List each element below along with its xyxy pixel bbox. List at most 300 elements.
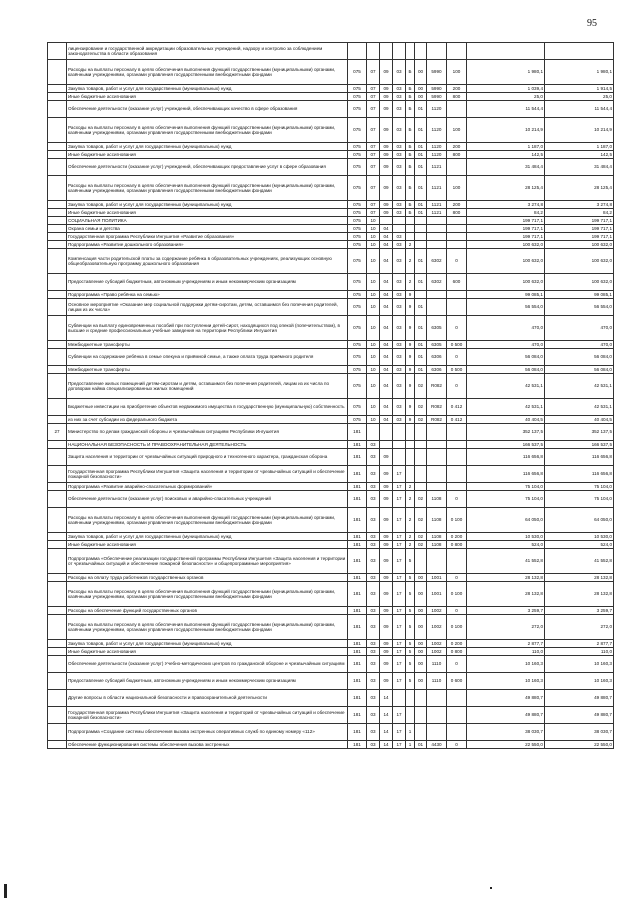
amount-1-cell: 28 125,4 (467, 176, 545, 201)
table-row (48, 424, 614, 441)
description-cell: Закупка товаров, работ и услуг для государственных (муниципальных) нужд (67, 143, 348, 151)
direction-code-cell: 1002 (427, 640, 447, 648)
subprogram-code-cell: 1 (406, 741, 415, 749)
section-code-cell: 07 (367, 151, 380, 159)
event-code-cell (415, 233, 427, 241)
gr-code-cell: 181 (348, 533, 367, 541)
subprogram-code-cell (406, 233, 415, 241)
expense-type-cell (447, 724, 467, 741)
table-row (48, 741, 614, 749)
amount-2-cell: 56 084,0 (545, 366, 614, 374)
section-code-cell: 03 (367, 491, 380, 508)
amount-1-cell: 75 104,0 (467, 491, 545, 508)
section-code-cell: 07 (367, 60, 380, 85)
row-number-cell (48, 151, 67, 159)
expense-type-cell: 600 (447, 274, 467, 291)
subsection-code-cell: 09 (380, 656, 393, 673)
subsection-code-cell: 09 (380, 176, 393, 201)
direction-code-cell (427, 217, 447, 225)
direction-code-cell: 1120 (427, 118, 447, 143)
subprogram-code-cell: Б (406, 201, 415, 209)
amount-2-cell: 524,0 (545, 541, 614, 549)
page-number: 95 (587, 18, 597, 29)
description-cell: Расходы на оплату труда работников государственных органов (67, 574, 348, 582)
amount-1-cell: 56 084,0 (467, 349, 545, 366)
program-code-cell: 17 (393, 741, 406, 749)
subsection-code-cell: 04 (380, 274, 393, 291)
direction-code-cell: 6305 (427, 316, 447, 341)
row-number-cell (48, 673, 67, 690)
table-row (48, 707, 614, 724)
expense-type-cell: 0 (447, 316, 467, 341)
direction-code-cell (427, 291, 447, 299)
description-cell: Защита населения и территории от чрезвычайных ситуаций природного и техногенного характера, гражданская оборона (67, 449, 348, 466)
expense-type-cell: 0 100 (447, 582, 467, 607)
amount-1-cell: 31 484,4 (467, 159, 545, 176)
event-code-cell: 00 (415, 93, 427, 101)
amount-1-cell: 1 187,0 (467, 143, 545, 151)
section-code-cell: 10 (367, 241, 380, 249)
subsection-code-cell: 09 (380, 508, 393, 533)
event-code-cell: 01 (415, 316, 427, 341)
program-code-cell: 03 (393, 341, 406, 349)
subprogram-code-cell: Б (406, 209, 415, 217)
direction-code-cell: 1120 (427, 143, 447, 151)
gr-code-cell: 181 (348, 491, 367, 508)
subprogram-code-cell: 2 (406, 483, 415, 491)
subsection-code-cell: 09 (380, 483, 393, 491)
program-code-cell: 17 (393, 582, 406, 607)
subprogram-code-cell: 9 (406, 416, 415, 424)
expense-type-cell (447, 449, 467, 466)
subsection-code-cell: 09 (380, 151, 393, 159)
amount-2-cell: 64 050,0 (545, 508, 614, 533)
subprogram-code-cell: 9 (406, 349, 415, 366)
section-code-cell: 07 (367, 201, 380, 209)
direction-code-cell (427, 449, 447, 466)
row-number-cell (48, 143, 67, 151)
amount-1-cell: 64 050,0 (467, 508, 545, 533)
direction-code-cell: 6302 (427, 249, 447, 274)
row-number-cell (48, 209, 67, 217)
gr-code-cell: 181 (348, 648, 367, 656)
event-code-cell (415, 441, 427, 449)
expense-type-cell: 0 500 (447, 341, 467, 349)
row-number-cell (48, 656, 67, 673)
direction-code-cell: 1001 (427, 574, 447, 582)
table-row (48, 241, 614, 249)
description-cell: лицензирование и государственной аккредитации образовательных учреждений, надзору и контролю за соблюдением законодательства в области образования (67, 43, 348, 60)
table-row (48, 508, 614, 533)
expense-type-cell (447, 225, 467, 233)
subprogram-code-cell: 9 (406, 366, 415, 374)
subsection-code-cell: 09 (380, 60, 393, 85)
amount-2-cell: 352 137,5 (545, 424, 614, 441)
section-code-cell: 03 (367, 483, 380, 491)
section-code-cell: 03 (367, 607, 380, 615)
section-code-cell: 10 (367, 299, 380, 316)
program-code-cell: 17 (393, 483, 406, 491)
amount-1-cell: 470,0 (467, 341, 545, 349)
amount-2-cell: 75 104,0 (545, 491, 614, 508)
table-row (48, 648, 614, 656)
subprogram-code-cell: 5 (406, 582, 415, 607)
event-code-cell: 00 (415, 85, 427, 93)
program-code-cell: 03 (393, 143, 406, 151)
gr-code-cell: 181 (348, 690, 367, 707)
amount-1-cell: 10 530,0 (467, 533, 545, 541)
table-row (48, 349, 614, 366)
amount-1-cell: 99 085,1 (467, 291, 545, 299)
direction-code-cell (427, 441, 447, 449)
event-code-cell: 01 (415, 341, 427, 349)
subsection-code-cell: 04 (380, 341, 393, 349)
subsection-code-cell (380, 217, 393, 225)
description-cell: Расходы на выплаты персоналу в целях обеспечения выполнения функций государственными (муниципальными) органами, казёнными учреждениями, органами управления государственными внебюджетными фондами (67, 582, 348, 607)
amount-1-cell: 166 537,5 (467, 441, 545, 449)
gr-code-cell: 181 (348, 541, 367, 549)
event-code-cell (415, 449, 427, 466)
description-cell: Государственная программа Республики Ингушетия «Защита населения и территорий от чрезвычайных ситуаций и обеспечение пожарной безопасности» (67, 707, 348, 724)
row-number-cell (48, 316, 67, 341)
program-code-cell: 03 (393, 159, 406, 176)
description-cell: Предоставление субсидий бюджетным, автономным учреждениям и иным некоммерческим организациям (67, 673, 348, 690)
direction-code-cell: 1002 (427, 615, 447, 640)
direction-code-cell: 1108 (427, 491, 447, 508)
row-number-cell (48, 249, 67, 274)
amount-2-cell: 1 187,0 (545, 143, 614, 151)
subprogram-code-cell: 5 (406, 615, 415, 640)
amount-1-cell: 116 656,8 (467, 466, 545, 483)
subsection-code-cell: 09 (380, 466, 393, 483)
gr-code-cell: 181 (348, 449, 367, 466)
section-code-cell: 10 (367, 399, 380, 416)
table-body (48, 43, 614, 749)
subsection-code-cell: 04 (380, 225, 393, 233)
description-cell: Расходы на выплаты персоналу в целях обеспечения выполнения функций государственными (муниципальными) органами, казёнными учреждениями, органами управления государственными внебюджетными фондами (67, 508, 348, 533)
gr-code-cell: 075 (348, 143, 367, 151)
subprogram-code-cell (406, 707, 415, 724)
program-code-cell: 03 (393, 176, 406, 201)
section-code-cell: 03 (367, 673, 380, 690)
program-code-cell: 17 (393, 466, 406, 483)
subsection-code-cell: 09 (380, 574, 393, 582)
event-code-cell (415, 424, 427, 441)
subprogram-code-cell: Б (406, 151, 415, 159)
program-code-cell: 03 (393, 233, 406, 241)
subsection-code-cell: 04 (380, 241, 393, 249)
subsection-code-cell: 09 (380, 541, 393, 549)
amount-2-cell: 75 104,0 (545, 483, 614, 491)
gr-code-cell: 075 (348, 176, 367, 201)
row-number-cell (48, 416, 67, 424)
amount-2-cell: 142,5 (545, 151, 614, 159)
gr-code-cell: 075 (348, 416, 367, 424)
direction-code-cell: 6306 (427, 349, 447, 366)
amount-2-cell: 116 656,8 (545, 449, 614, 466)
subsection-code-cell: 09 (380, 201, 393, 209)
row-number-cell (48, 640, 67, 648)
amount-1-cell: 49 880,7 (467, 690, 545, 707)
event-code-cell: 02 (415, 416, 427, 424)
amount-2-cell: 2 877,7 (545, 640, 614, 648)
expense-type-cell: 0 (447, 574, 467, 582)
amount-1-cell: 22 550,0 (467, 741, 545, 749)
event-code-cell: 01 (415, 118, 427, 143)
gr-code-cell: 075 (348, 399, 367, 416)
table-row (48, 101, 614, 118)
section-code-cell: 10 (367, 225, 380, 233)
expense-type-cell (447, 466, 467, 483)
direction-code-cell: 1120 (427, 101, 447, 118)
amount-2-cell: 41 552,8 (545, 549, 614, 574)
program-code-cell: 17 (393, 508, 406, 533)
subsection-code-cell: 09 (380, 143, 393, 151)
description-cell: Предоставление жилых помещений детям-сиротам и детям, оставшимся без попечения родителей, лицам из их числа по договорам найма специализированных жилых помещений (67, 374, 348, 399)
description-cell: Субвенции на выплату единовременных пособий при поступлении детей-сирот, находящихся под опекой (попечительством), в высшие и средние профессиональные учебные заведения на территории Республики Ингушетия (67, 316, 348, 341)
row-number-cell: 27 (48, 424, 67, 441)
program-code-cell: 03 (393, 316, 406, 341)
gr-code-cell: 181 (348, 466, 367, 483)
subsection-code-cell: 04 (380, 399, 393, 416)
amount-1-cell: 75 104,0 (467, 483, 545, 491)
table-row (48, 249, 614, 274)
amount-2-cell: 1 914,5 (545, 85, 614, 93)
amount-2-cell: 42 531,1 (545, 374, 614, 399)
description-cell: Предоставление субсидий бюджетным, автономным учреждениям и иным некоммерческим организациям (67, 274, 348, 291)
direction-code-cell: R082 (427, 374, 447, 399)
program-code-cell: 03 (393, 349, 406, 366)
row-number-cell (48, 366, 67, 374)
amount-1-cell: 41 552,8 (467, 549, 545, 574)
direction-code-cell: 1121 (427, 159, 447, 176)
subsection-code-cell: 09 (380, 449, 393, 466)
amount-1-cell: 1 980,1 (467, 60, 545, 85)
subsection-code-cell: 14 (380, 690, 393, 707)
section-code-cell: 03 (367, 549, 380, 574)
program-code-cell: 03 (393, 101, 406, 118)
row-number-cell (48, 101, 67, 118)
subprogram-code-cell: 2 (406, 491, 415, 508)
table-row (48, 491, 614, 508)
row-number-cell (48, 724, 67, 741)
amount-2-cell: 100 632,0 (545, 274, 614, 291)
row-number-cell (48, 233, 67, 241)
row-number-cell (48, 118, 67, 143)
amount-1-cell: 42 531,1 (467, 399, 545, 416)
amount-1-cell: 25,0 (467, 93, 545, 101)
direction-code-cell (427, 549, 447, 574)
description-cell: Обеспечение деятельности (оказание услуг) учреждений, обеспечивающих предоставление услуг в сфере образования (67, 159, 348, 176)
expense-type-cell: 100 (447, 118, 467, 143)
expense-type-cell: 0 500 (447, 366, 467, 374)
expense-type-cell (447, 159, 467, 176)
event-code-cell (415, 225, 427, 233)
expense-type-cell (447, 217, 467, 225)
table-row (48, 656, 614, 673)
direction-code-cell: R082 (427, 416, 447, 424)
subsection-code-cell: 09 (380, 85, 393, 93)
row-number-cell (48, 741, 67, 749)
program-code-cell: 17 (393, 724, 406, 741)
description-cell: Межбюджетные трансферты (67, 366, 348, 374)
direction-code-cell: 1108 (427, 508, 447, 533)
program-code-cell: 03 (393, 366, 406, 374)
description-cell: Закупка товаров, работ и услуг для государственных (муниципальных) нужд (67, 640, 348, 648)
section-code-cell: 10 (367, 416, 380, 424)
row-number-cell (48, 241, 67, 249)
amount-1-cell: 84,2 (467, 209, 545, 217)
subsection-code-cell: 09 (380, 648, 393, 656)
subprogram-code-cell: 2 (406, 274, 415, 291)
expense-type-cell (447, 291, 467, 299)
program-code-cell: 17 (393, 640, 406, 648)
expense-type-cell: 100 (447, 60, 467, 85)
program-code-cell: 17 (393, 491, 406, 508)
section-code-cell: 10 (367, 291, 380, 299)
program-code-cell: 03 (393, 249, 406, 274)
subprogram-code-cell: 2 (406, 241, 415, 249)
amount-1-cell: 3 259,7 (467, 607, 545, 615)
section-code-cell: 03 (367, 724, 380, 741)
gr-code-cell: 075 (348, 159, 367, 176)
description-cell: СОЦИАЛЬНАЯ ПОЛИТИКА (67, 217, 348, 225)
expense-type-cell: 0 (447, 374, 467, 399)
expense-type-cell: 0 600 (447, 673, 467, 690)
amount-2-cell: 199 717,1 (545, 233, 614, 241)
amount-2-cell: 1 980,1 (545, 60, 614, 85)
section-code-cell: 03 (367, 541, 380, 549)
subsection-code-cell: 14 (380, 707, 393, 724)
subsection-code-cell: 04 (380, 316, 393, 341)
table-row (48, 640, 614, 648)
row-number-cell (48, 491, 67, 508)
event-code-cell: 01 (415, 101, 427, 118)
expense-type-cell (447, 441, 467, 449)
row-number-cell (48, 349, 67, 366)
description-cell: Иные бюджетные ассигнования (67, 93, 348, 101)
amount-1-cell: 10 160,3 (467, 673, 545, 690)
expense-type-cell: 0 (447, 607, 467, 615)
subprogram-code-cell (406, 424, 415, 441)
program-code-cell: 17 (393, 648, 406, 656)
subprogram-code-cell: 5 (406, 673, 415, 690)
subprogram-code-cell: 9 (406, 299, 415, 316)
gr-code-cell: 075 (348, 93, 367, 101)
table-row (48, 217, 614, 225)
row-number-cell (48, 582, 67, 607)
subprogram-code-cell: Б (406, 176, 415, 201)
expense-type-cell: 0 200 (447, 533, 467, 541)
program-code-cell: 03 (393, 85, 406, 93)
section-code-cell: 10 (367, 249, 380, 274)
amount-2-cell: 272,0 (545, 615, 614, 640)
description-cell: Другие вопросы в области национальной безопасности и правоохранительной деятельности (67, 690, 348, 707)
row-number-cell (48, 533, 67, 541)
subprogram-code-cell: 2 (406, 508, 415, 533)
gr-code-cell: 181 (348, 441, 367, 449)
description-cell: Обеспечение деятельности (оказание услуг) поисковых и аварийно-спасательных учреждений (67, 491, 348, 508)
amount-2-cell: 10 160,3 (545, 656, 614, 673)
amount-2-cell: 49 880,7 (545, 690, 614, 707)
program-code-cell: 03 (393, 201, 406, 209)
row-number-cell (48, 449, 67, 466)
expense-type-cell: 0 200 (447, 640, 467, 648)
section-code-cell: 10 (367, 341, 380, 349)
direction-code-cell (427, 707, 447, 724)
gr-code-cell: 075 (348, 217, 367, 225)
subprogram-code-cell: 9 (406, 291, 415, 299)
subsection-code-cell: 04 (380, 291, 393, 299)
description-cell: Подпрограмма «Создание системы обеспечения вызова экстренных оперативных служб по единому номеру «112» (67, 724, 348, 741)
subprogram-code-cell: 1 (406, 724, 415, 741)
program-code-cell: 17 (393, 707, 406, 724)
gr-code-cell: 181 (348, 656, 367, 673)
row-number-cell (48, 441, 67, 449)
table-row (48, 291, 614, 299)
subprogram-code-cell (406, 441, 415, 449)
direction-code-cell: 1121 (427, 209, 447, 217)
event-code-cell: 00 (415, 607, 427, 615)
event-code-cell (415, 217, 427, 225)
gr-code-cell: 181 (348, 574, 367, 582)
description-cell: Расходы на обеспечение функций государственных органов (67, 607, 348, 615)
description-cell: Подпрограмма «Развитие аварийно-спасательных формирований» (67, 483, 348, 491)
amount-1-cell: 11 544,4 (467, 101, 545, 118)
amount-2-cell: 22 550,0 (545, 741, 614, 749)
amount-2-cell: 38 030,7 (545, 724, 614, 741)
section-code-cell: 03 (367, 582, 380, 607)
direction-code-cell: 1108 (427, 533, 447, 541)
amount-1-cell: 2 877,7 (467, 640, 545, 648)
event-code-cell: 01 (415, 349, 427, 366)
program-code-cell (393, 441, 406, 449)
program-code-cell: 03 (393, 291, 406, 299)
program-code-cell (393, 690, 406, 707)
description-cell: Закупка товаров, работ и услуг для государственных (муниципальных) нужд (67, 533, 348, 541)
amount-2-cell: 99 085,1 (545, 291, 614, 299)
row-number-cell (48, 541, 67, 549)
amount-1-cell: 56 554,0 (467, 299, 545, 316)
gr-code-cell: 181 (348, 615, 367, 640)
table-row (48, 176, 614, 201)
direction-code-cell: 4430 (427, 741, 447, 749)
subprogram-code-cell (406, 225, 415, 233)
section-code-cell: 07 (367, 159, 380, 176)
subprogram-code-cell: 9 (406, 341, 415, 349)
amount-1-cell: 272,0 (467, 615, 545, 640)
event-code-cell: 01 (415, 159, 427, 176)
expense-type-cell: 800 (447, 209, 467, 217)
subsection-code-cell: 09 (380, 101, 393, 118)
expense-type-cell (447, 549, 467, 574)
subprogram-code-cell: 9 (406, 374, 415, 399)
amount-1-cell: 42 531,1 (467, 374, 545, 399)
subsection-code-cell: 09 (380, 93, 393, 101)
gr-code-cell: 075 (348, 299, 367, 316)
subprogram-code-cell: Б (406, 143, 415, 151)
amount-1-cell: 524,0 (467, 541, 545, 549)
table-row (48, 151, 614, 159)
description-cell: Обеспечение деятельности (оказание услуг) Учебно-методических центров по гражданской обороне и чрезвычайным ситуациям (67, 656, 348, 673)
row-number-cell (48, 299, 67, 316)
program-code-cell: 03 (393, 118, 406, 143)
subprogram-code-cell: Б (406, 93, 415, 101)
direction-code-cell: 1002 (427, 607, 447, 615)
amount-2-cell: 25,0 (545, 93, 614, 101)
direction-code-cell (427, 241, 447, 249)
section-code-cell: 10 (367, 349, 380, 366)
